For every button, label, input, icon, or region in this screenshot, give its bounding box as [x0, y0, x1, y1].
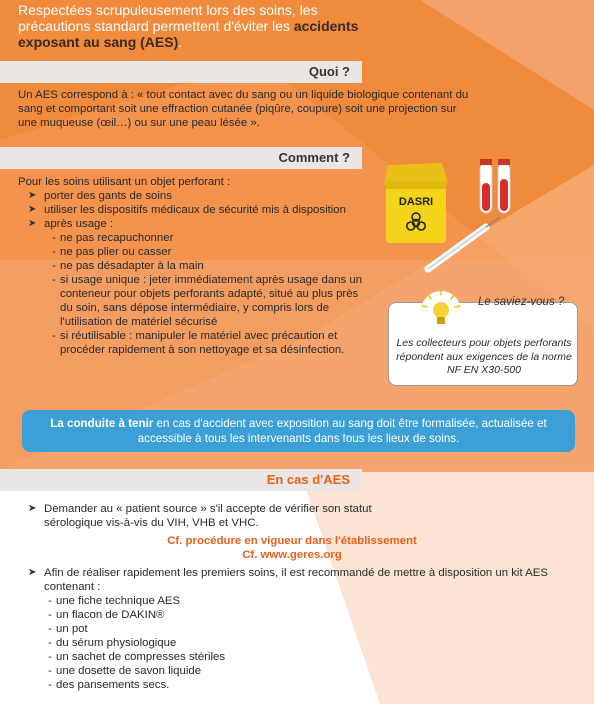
kit-item: - un flacon de DAKIN® [44, 608, 566, 622]
sub-list-item: - ne pas recapuchonner [48, 231, 368, 245]
section-title-quoi: Quoi ? [308, 64, 350, 79]
intro-text [18, 2, 418, 50]
aes-kit-list [18, 566, 566, 692]
list-item: ➤ Afin de réaliser rapidement les premiers soins, il est recommandé de mettre à disposition un kit AES contenant : - une fiche technique AES - un flacon de DAKIN® - un pot - du sérum physiologique - un sachet de compresses stériles - une dosette de savon liquide - des pansements secs. [18, 566, 566, 692]
kit-item: - du sérum physiologique [44, 636, 566, 650]
intro-bold: accidents exposant au sang (AES) [18, 18, 359, 50]
sub-list [48, 231, 368, 357]
aes-list [18, 502, 566, 530]
blood-tubes-icon [480, 159, 510, 213]
lightbulb-icon [416, 286, 466, 334]
kit-item: - une dosette de savon liquide [44, 664, 566, 678]
intro-line-1: Respectées scrupuleusement lors des soins, les [18, 2, 318, 18]
aes-references [18, 534, 566, 562]
comment-list [18, 189, 368, 357]
section-header-quoi [0, 61, 362, 83]
sub-list-item: - ne pas plier ou casser [48, 245, 368, 259]
comment-content [18, 175, 368, 357]
callout-text: en cas d'accident avec exposition au sang doit être formalisée, actualisée et accessible à tous les intervenants dans tous les lieux de soins. [137, 417, 547, 445]
comment-lead: Pour les soins utilisant un objet perforant : [18, 176, 231, 188]
dasri-illustration [382, 155, 532, 275]
quoi-text: Un AES correspond à : « tout contact avec du sang ou un liquide biologique contenant du sang et comportant soit une effraction cutanée (piqûre, coupure) soit une projection sur une muqueuse (œil…) ou sur une peau lésée ». [18, 89, 469, 129]
section-header-comment [0, 147, 362, 169]
kit-item: - une fiche technique AES [44, 594, 566, 608]
list-item: ➤ Demander au « patient source » s'il accepte de vérifier son statut sérologique vis-à-vis du VIH, VHB et VHC. [18, 502, 424, 530]
dasri-container-icon [384, 163, 448, 243]
section-title-comment: Comment ? [278, 150, 350, 165]
kit-item: - un sachet de compresses stériles [44, 650, 566, 664]
callout-box [22, 410, 575, 452]
intro-line-2: précautions standard permettent d'éviter les [18, 18, 294, 34]
kit-item: - des pansements secs. [44, 678, 566, 692]
reference-geres-link[interactable]: Cf. www.geres.org [242, 549, 342, 561]
tip-text: Les collecteurs pour objets perforants répondent aux exigences de la norme NF EN X30-500 [396, 337, 572, 376]
callout-bold: La conduite à tenir [50, 417, 154, 430]
kit-items [44, 594, 566, 692]
aes-content [18, 502, 566, 692]
list-item: ➤ porter des gants de soins [18, 189, 368, 203]
svg-text:DASRI: DASRI [398, 196, 434, 208]
list-item: ➤ utiliser les dispositifs médicaux de sécurité mis à disposition [18, 203, 368, 217]
intro-end: . [178, 34, 183, 50]
kit-item: - un pot [44, 622, 566, 636]
sub-list-item: - si usage unique : jeter immédiatement après usage dans un conteneur pour objets perforants adapté, situé au plus près du soin, sans dépose intermédiaire, y compris lors de l'utilisation de matériel sécurisé [48, 273, 365, 329]
list-item: ➤ après usage : - ne pas recapuchonner - ne pas plier ou casser - ne pas désadapter à la main - si usage unique : jeter immédiatement après usage dans un conteneur pour objets perforants adapté, situé au plus près du soin, sans dépose intermédiaire, y compris lors de l'utilisation de matériel sécurisé - si réutilisable : manipuler le matériel avec précaution et procéder rapidement à son nettoyage et sa désinfection. [18, 217, 368, 357]
sub-list-item: - si réutilisable : manipuler le matériel avec précaution et procéder rapidement à son nettoyage et sa désinfection. [48, 329, 365, 357]
reference-procedure: Cf. procédure en vigueur dans l'établissement [167, 535, 417, 547]
tip-title: Le saviez-vous ? [478, 296, 565, 308]
section-title-aes: En cas d'AES [266, 472, 350, 487]
section-header-aes [0, 469, 362, 491]
sub-list-item: - ne pas désadapter à la main [48, 259, 368, 273]
